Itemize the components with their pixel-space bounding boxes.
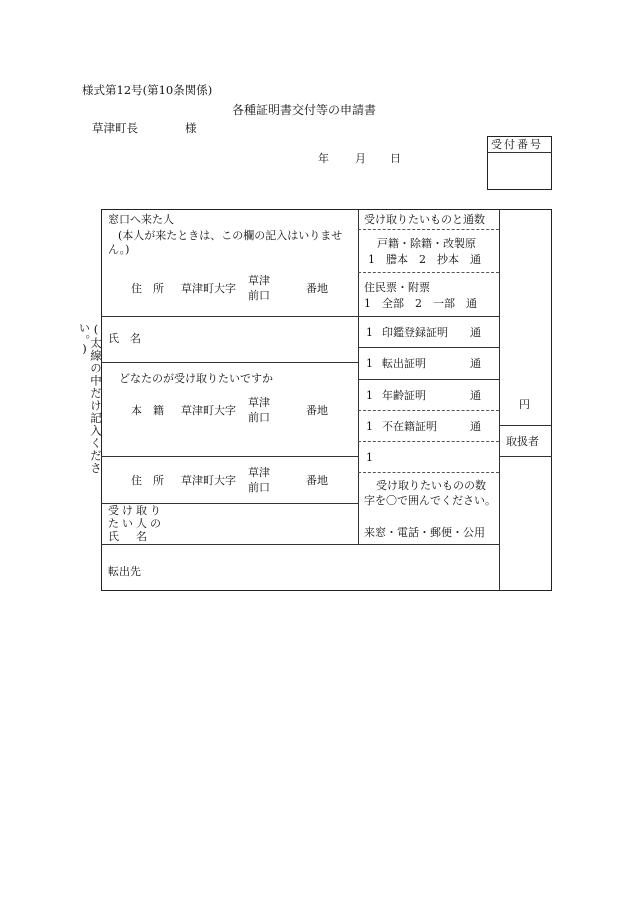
subject-address-district-2: 前口 bbox=[248, 481, 270, 494]
subject-domicile-pref: 草津町大字 bbox=[181, 404, 236, 417]
item-num: 1 bbox=[366, 326, 373, 339]
subject-domicile-label: 本 籍 bbox=[131, 404, 164, 417]
recipient-name-label: 受け取りたい人の氏 名 bbox=[108, 504, 164, 544]
request-methods: 来窓・電話・郵便・公用 bbox=[364, 526, 485, 539]
applicant-address-pref: 草津町大字 bbox=[181, 282, 236, 295]
applicant-address-label: 住 所 bbox=[131, 282, 164, 295]
subject-address-pref: 草津町大字 bbox=[181, 474, 236, 487]
handler-label: 取扱者 bbox=[506, 435, 539, 448]
applicant-district-2: 前口 bbox=[248, 289, 270, 302]
applicant-note: (本人が来たときは、この欄の記入はいりません。) bbox=[108, 229, 343, 256]
koseki-label: 戸籍・除籍・改製原 bbox=[377, 237, 476, 250]
date-month: 月 bbox=[355, 152, 366, 165]
item-name: 年齢証明 bbox=[382, 389, 426, 402]
addressee-honorific: 様 bbox=[185, 121, 197, 135]
fee-unit: 円 bbox=[519, 398, 530, 411]
applicant-section-label: 窓口へ来た人 bbox=[108, 213, 174, 226]
item-num: 1 bbox=[366, 389, 373, 402]
form-number: 様式第12号(第10条関係) bbox=[82, 83, 213, 97]
applicant-name-label: 氏 名 bbox=[108, 332, 141, 345]
item-unit: 通 bbox=[470, 389, 481, 402]
destination-label: 転出先 bbox=[108, 565, 141, 578]
date-year: 年 bbox=[318, 152, 329, 165]
requests-header: 受け取りたいものと通数 bbox=[364, 213, 485, 226]
subject-question: どなたのが受け取りたいですか bbox=[119, 372, 273, 385]
item-unit: 通 bbox=[470, 357, 481, 370]
juminhyo-options: 1 全部 2 一部 通 bbox=[364, 297, 477, 310]
applicant-lot: 番地 bbox=[306, 282, 328, 295]
date-day: 日 bbox=[390, 152, 401, 165]
item-num: 1 bbox=[366, 451, 373, 464]
item-num: 1 bbox=[366, 420, 373, 433]
subject-address-lot: 番地 bbox=[306, 474, 328, 487]
item-num: 1 bbox=[366, 357, 373, 370]
item-name: 転出証明 bbox=[382, 357, 426, 370]
addressee-name: 草津町長 bbox=[92, 121, 138, 135]
item-name: 不在籍証明 bbox=[382, 420, 437, 433]
koseki-options: 1 謄本 2 抄本 通 bbox=[368, 253, 481, 266]
subject-district-2: 前口 bbox=[248, 411, 270, 424]
item-unit: 通 bbox=[470, 326, 481, 339]
form-title: 各種証明書交付等の申請書 bbox=[232, 103, 377, 117]
subject-lot: 番地 bbox=[306, 404, 328, 417]
subject-district-1: 草津 bbox=[248, 396, 270, 409]
requests-instruction: 受け取りたいものの数字を〇で囲んでください。 bbox=[364, 479, 496, 507]
subject-address-label: 住 所 bbox=[131, 474, 164, 487]
juminhyo-label: 住民票・附票 bbox=[364, 281, 430, 294]
side-note: (太線の中だけ記入ください。) bbox=[77, 322, 103, 475]
item-name: 印鑑登録証明 bbox=[382, 326, 448, 339]
reception-label: 受付番号 bbox=[491, 138, 543, 151]
item-unit: 通 bbox=[470, 420, 481, 433]
subject-address-district-1: 草津 bbox=[248, 466, 270, 479]
applicant-district-1: 草津 bbox=[248, 274, 270, 287]
